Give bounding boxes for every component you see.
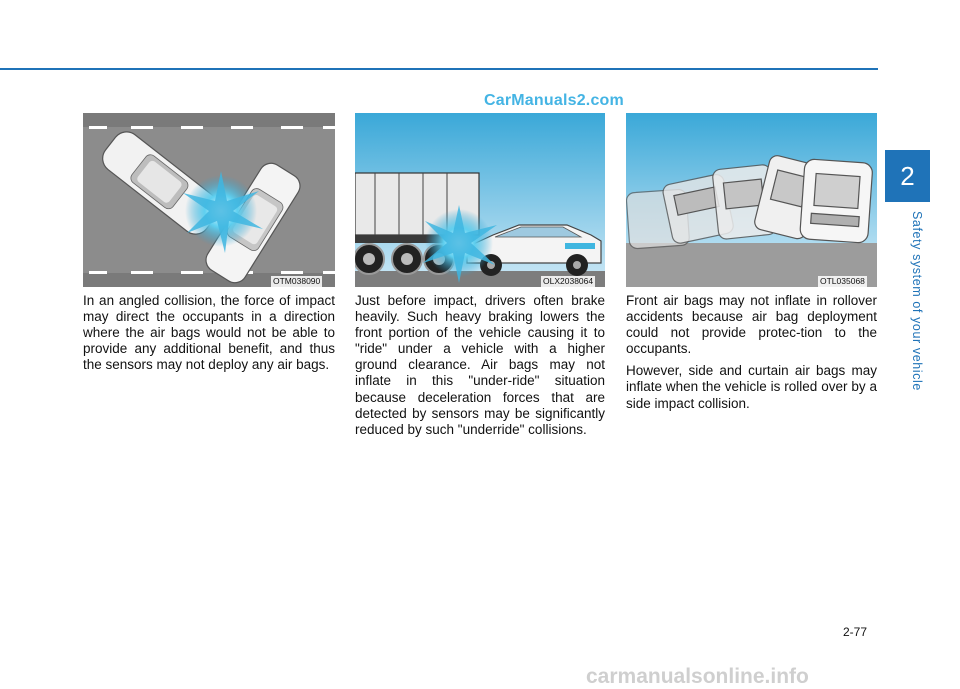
angled-collision-illustration	[83, 113, 335, 287]
figure-angled-collision	[83, 113, 335, 287]
paragraph: Front air bags may not inflate in rollover accidents because air bag deployment could not provide protec-tion to the occupants.	[626, 293, 877, 357]
figure-code: OTM038090	[273, 276, 321, 286]
rollover-illustration	[626, 113, 877, 287]
column-angled-collision	[83, 293, 335, 379]
chapter-title-vertical	[910, 211, 926, 401]
watermark-top[interactable]: CarManuals2.com	[484, 92, 624, 109]
watermark-bottom[interactable]: carmanualsonline.info	[586, 665, 809, 688]
paragraph: However, side and curtain air bags may inflate when the vehicle is rolled over by a side impact collision.	[626, 363, 877, 411]
paragraph: Just before impact, drivers often brake heavily. Such heavy braking lowers the front portion of the vehicle causing it to "ride" under a vehicle with a higher ground clearance. Air bags may not inflate in this "under-ride" situation because deceleration forces that are detected by sensors may be significantly reduced by such "underride" collisions.	[355, 293, 605, 437]
page-number: 2-77	[843, 625, 868, 639]
figure-rollover	[626, 113, 877, 287]
paragraph: In an angled collision, the force of impact may direct the occupants in a direction where the air bags would not be able to provide any additional benefit, and thus the sensors may not deploy any air bags.	[83, 293, 335, 373]
underride-collision-illustration	[355, 113, 605, 287]
figure-code: OTL035068	[820, 276, 865, 286]
column-rollover	[626, 293, 877, 418]
chapter-tab: 2	[885, 150, 930, 202]
column-underride	[355, 293, 605, 444]
chapter-title: Safety system of your vehicle	[910, 211, 924, 391]
figure-underride-collision	[355, 113, 605, 287]
figure-code: OLX2038064	[543, 276, 594, 286]
header-rule	[0, 68, 878, 70]
